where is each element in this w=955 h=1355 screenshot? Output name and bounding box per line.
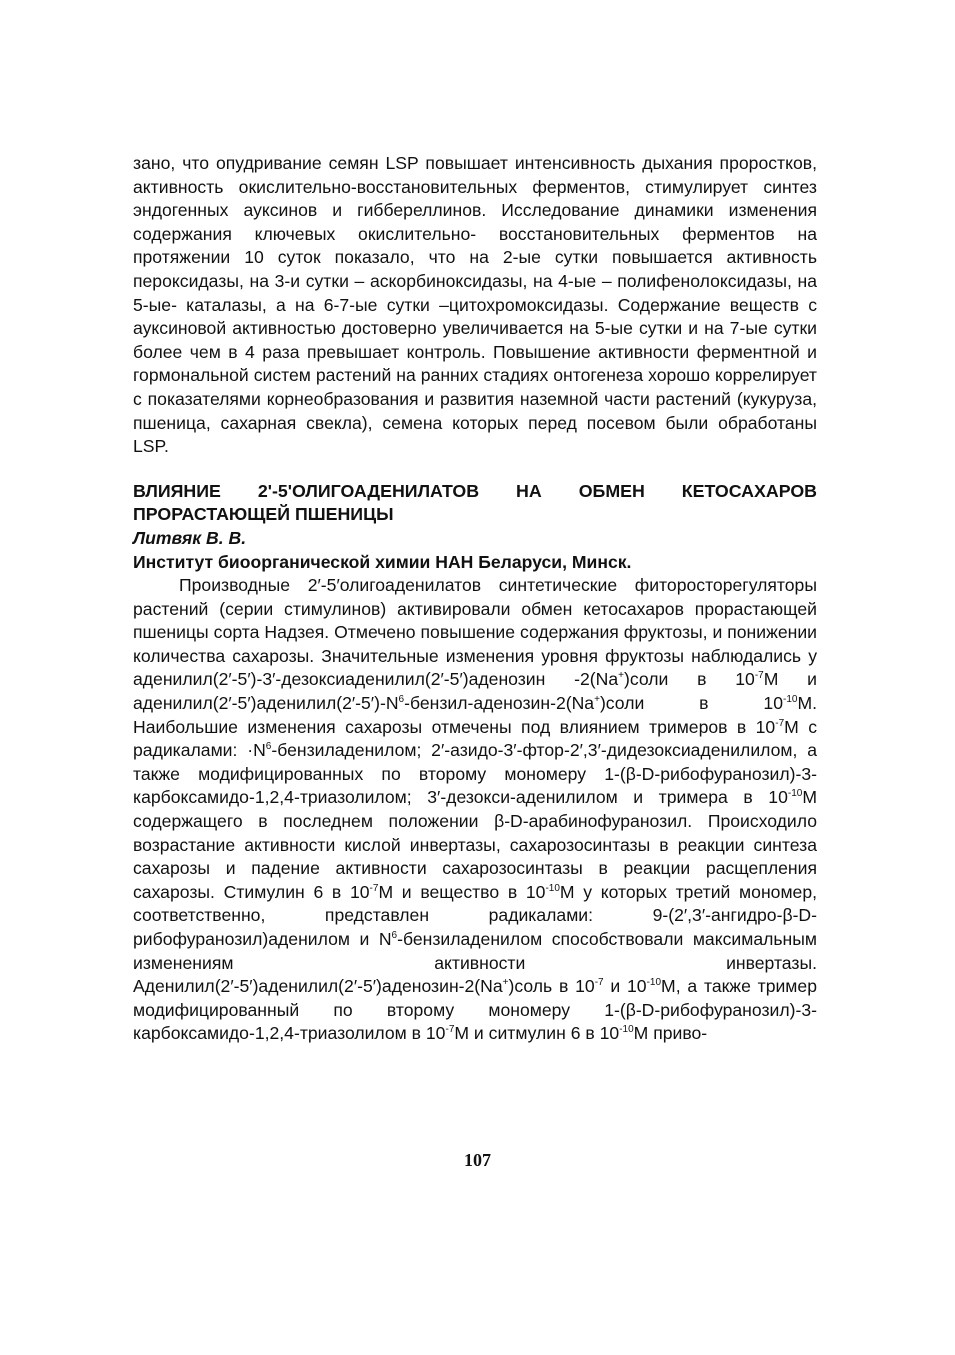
article-title: ВЛИЯНИЕ 2'-5'ОЛИГОАДЕНИЛАТОВ НА ОБМЕН КЕТОСАХАРОВ ПРОРАСТАЮЩЕЙ ПШЕНИЦЫ bbox=[133, 480, 817, 525]
body-text: M и вещество в 10 bbox=[378, 881, 546, 902]
superscript: -10 bbox=[783, 694, 798, 706]
superscript: -7 bbox=[594, 977, 604, 989]
body-text: M содержащего в последнем положении β-D-арабинофуранозил. Происходило возрастание активности кислой инвертазы, сахарозосинтазы в реакции синтеза сахарозы и падение активности сахарозосинтазы в реакции расщепления сахарозы. Стимулин 6 в 10 bbox=[133, 787, 817, 902]
superscript: -10 bbox=[619, 1024, 634, 1036]
superscript: -7 bbox=[754, 670, 764, 682]
body-text: и 10 bbox=[603, 976, 647, 997]
superscript: -10 bbox=[646, 977, 662, 989]
page-content bbox=[133, 152, 817, 1046]
superscript: 6 bbox=[398, 694, 405, 706]
body-text: )соли в 10 bbox=[599, 693, 783, 714]
article-authors: Литвяк В. В. bbox=[133, 527, 247, 548]
superscript: 6 bbox=[391, 930, 398, 941]
superscript: 6 bbox=[265, 741, 272, 753]
superscript: -10 bbox=[545, 882, 560, 894]
body-text: M приво- bbox=[633, 1023, 708, 1044]
article-affiliation: Институт биоорганической химии НАН Беларуси, Минск. bbox=[133, 551, 632, 572]
body-text: Производные 2′-5′олигоаденилатов синтетические фиторосторегуляторы растений (серии стимулинов) активировали обмен кетосахаров прорастающей пшеницы сорта Надзея. Отмечено повышение содержания фруктозы, и понижении количества сахарозы. Значительные изменения уровня фруктозы наблюдались у аденилил(2′-5′)-3′-дезоксиаденилил(2′-5′)аденозин -2(Na bbox=[133, 575, 817, 690]
page-number: 107 bbox=[464, 1150, 491, 1170]
body-text: -бензиладенилом способствовали максимальным изменениям активности инвертазы. Аденилил(2′-5′)аденилил(2′-5′)аденозин-2(Na bbox=[133, 929, 817, 997]
superscript: + bbox=[594, 694, 600, 706]
superscript: + bbox=[618, 670, 624, 682]
body-text: )соль в 10 bbox=[508, 976, 595, 997]
superscript: -10 bbox=[787, 788, 803, 800]
superscript: -7 bbox=[369, 882, 379, 894]
body-text: )соли в 10 bbox=[623, 669, 755, 690]
body-text: -бензил-аденозин-2(Na bbox=[404, 693, 595, 714]
superscript: -7 bbox=[775, 717, 785, 729]
body-text: M с радикалами: ·N bbox=[133, 716, 817, 761]
superscript: + bbox=[502, 977, 509, 989]
body-text: M и ситмулин 6 в 10 bbox=[454, 1023, 620, 1044]
body-text: M. Наибольшие изменения сахарозы отмечены под влиянием тримеров в 10 bbox=[133, 693, 817, 737]
body-text: M и аденилил(2′-5′)аденилил(2′-5′)-N bbox=[133, 669, 818, 714]
superscript: -7 bbox=[445, 1024, 455, 1036]
article-body-paragraph bbox=[133, 574, 817, 1046]
body-text: -бензиладенилом; 2′-азидо-3′-фтор-2′,3′-дидезоксиаденилилом, а также модифицированных по второму мономеру 1-(β-D-рибофуранозил)-3-карбоксамидо-1,2,4-триазолилом; 3′-дезокси-аденилилом и тримера в 10 bbox=[133, 740, 817, 808]
body-text: M, а также тример модифицированный по второму мономеру 1-(β-D-рибофуранозил)-3-карбоксамидо-1,2,4-триазолилом в 10 bbox=[133, 976, 817, 1044]
intro-paragraph: зано, что опудривание семян LSP повышает интенсивность дыхания проростков, активность окислительно-восстановительных ферментов, стимулирует синтез эндогенных ауксинов и гиббереллинов. Исследование динамики изменения содержания ключевых окислительно- восстановительных ферментов на протяжении 10 суток показало, что на 2-ые сутки повышается активность пероксидазы, на 3-и сутки – аскорбиноксидазы, на 4-ые – полифенолоксидазы, на 5-ые- каталазы, а на 6-7-ые сутки –цитохромоксидазы. Содержание веществ с ауксиновой активностью достоверно увеличивается на 5-ые сутки и на 7-ые сутки более чем в 4 раза превышает контроль. Повышение активности ферментной и гормональной систем растений на ранних стадиях онтогенеза хорошо коррелирует с показателями корнеобразования и развития наземной части растений (кукуруза, пшеница, сахарная свекла), семена которых перед посевом были обработаны LSP. bbox=[133, 153, 817, 457]
body-text: M у которых третий мономер, соответственно, представлен радикалами: 9-(2′,3′-ангидро-β-D-рибофуранозил)аденилом и N bbox=[133, 881, 817, 949]
